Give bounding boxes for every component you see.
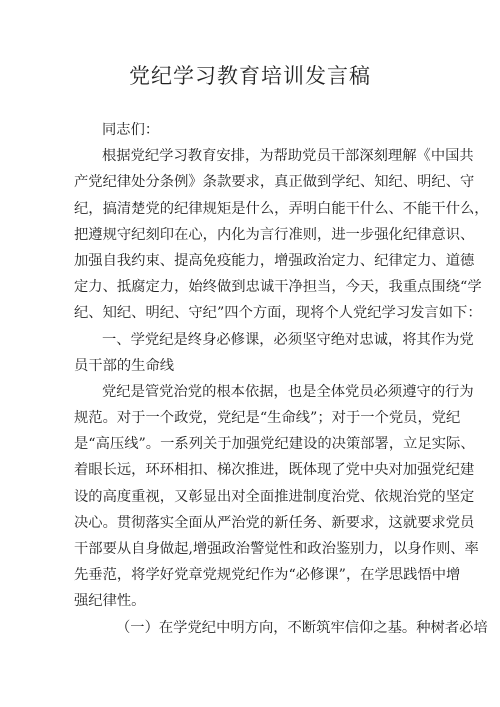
text-line: 纪，搞清楚党的纪律规矩是什么，弄明白能干什么、不能干什么， [74,200,489,217]
document-body [74,117,489,641]
subsection-paragraph [74,615,488,641]
text-line: 加强自我约束、提高免疫能力，增强政治定力、纪律定力、道德 [74,252,475,269]
text-line: 先垂范，将学好党章党规党纪作为“必修课”，在学思践悟中增 [74,567,461,584]
section-heading [74,327,474,379]
text-line: 纪、知纪、明纪、守纪”四个方面，现将个人党纪学习发言如下： [74,305,482,322]
text-line: 产党纪律处分条例》条款要求，真正做到学纪、知纪、明纪、守 [74,174,475,191]
heading-line: 员干部的生命线 [74,357,175,374]
text-line: 强纪律性。 [74,593,146,610]
paragraph-body [74,379,479,615]
text-line: 根据党纪学习教育安排，为帮助党员干部深刻理解《中国共 [102,148,474,165]
text-line: 干部要从自身做起,增强政治警觉性和政治鉴别力，以身作则、率 [74,541,479,557]
text-line: 党纪是管党治党的根本依据，也是全体党员必须遵守的行为 [102,383,474,400]
text-line: 规范。对于一个政党，党纪是“生命线”；对于一个党员，党纪 [74,410,461,427]
text-line: 设的高度重视，又彰显出对全面推进制度治党、依规治党的坚定 [74,488,475,505]
text-line: 决心。贯彻落实全面从严治党的新任务、新要求，这就要求党员 [74,514,475,531]
text-line: 把遵规守纪刻印在心，内化为言行准则，进一步强化纪律意识、 [74,226,475,243]
text-line: 定力、抵腐定力，始终做到忠诚干净担当，今天，我重点围绕“学 [74,279,482,296]
text-line: 是“高压线”。一系列关于加强党纪建设的决策部署，立足实际、 [74,436,475,453]
page-title: 党纪学习教育培训发言稿 [129,64,371,88]
subsection-heading: （一）在学党纪中明方向，不断筑牢信仰之基。种树者必培 [116,619,488,636]
salutation: 同志们： [102,122,160,138]
heading-line: 一、学党纪是终身必修课，必须坚守绝对忠诚，将其作为党 [102,331,474,348]
text-line: 着眼长远，环环相扣、梯次推进，既体现了党中央对加强党纪建 [74,462,475,479]
paragraph-intro [74,143,489,326]
